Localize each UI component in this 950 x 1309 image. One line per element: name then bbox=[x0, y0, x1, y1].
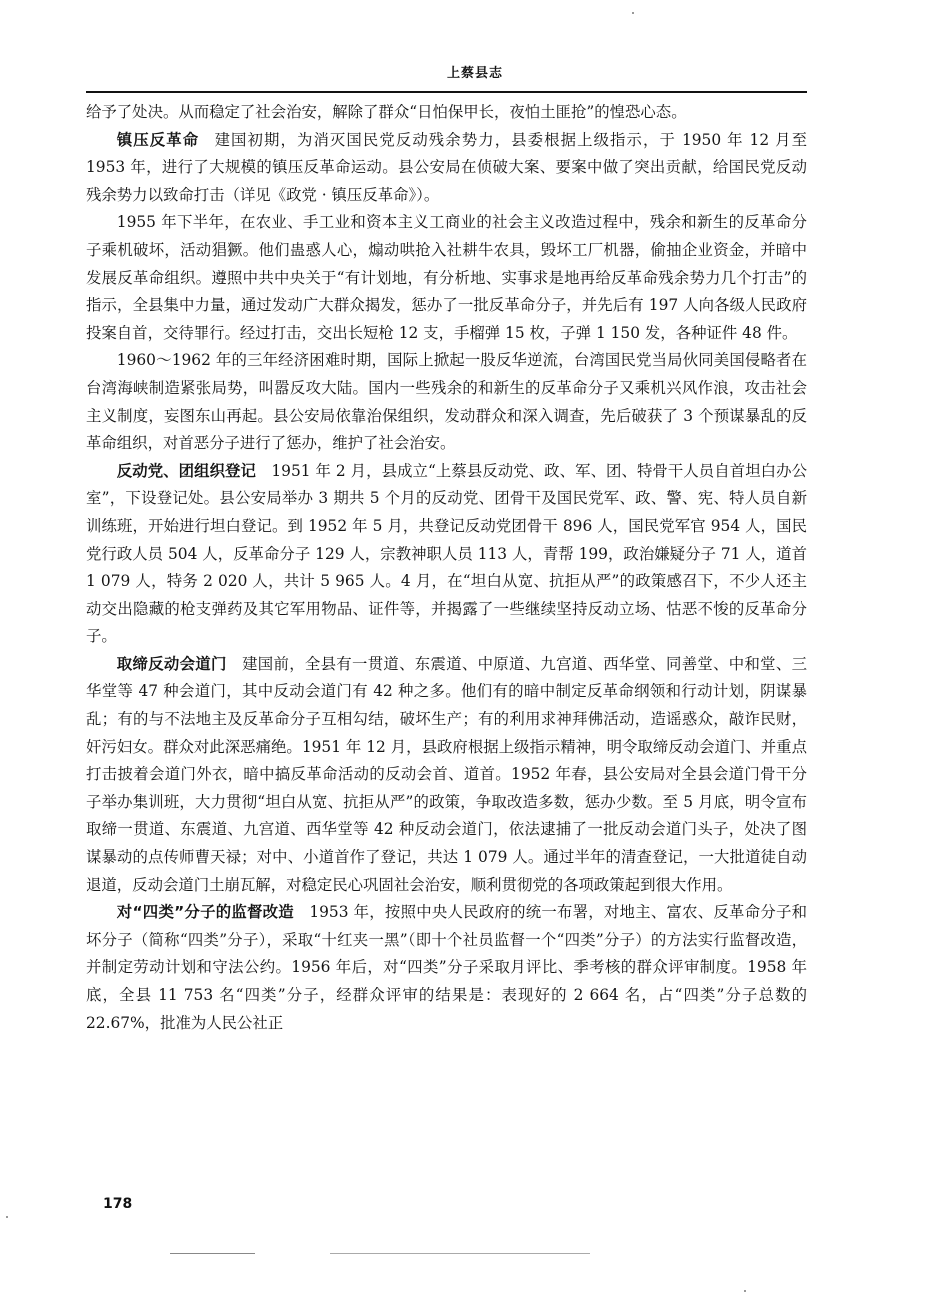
paragraph-1 bbox=[86, 99, 807, 127]
paragraph-text: 建国初期，为消灭国民党反动残余势力，县委根据上级指示，于 1950 年 12 月至 1953 年，进行了大规模的镇压反革命运动。县公安局在侦破大案、要案中做了突出贡献，给国民党反动残余势力以致命打击（详见《政党 · 镇压反革命》）。 bbox=[86, 130, 807, 204]
body-text bbox=[86, 99, 807, 1037]
header-rule bbox=[86, 91, 807, 93]
paragraph-5 bbox=[86, 458, 807, 651]
paragraph-6 bbox=[86, 651, 807, 899]
paragraph-text: 1953 年，按照中央人民政府的统一布署，对地主、富农、反革命分子和坏分子（简称“四类”分子），采取“十红夹一黑”（即十个社员监督一个“四类”分子）的方法实行监督改造，并制定劳动计划和守法公约。1956 年后，对“四类”分子采取月评比、季考核的群众评审制度。1958 年底，全县 11 753 名“四类”分子，经群众评审的结果是：表现好的 2 664 名，占“四类”分子总数的 22.67%，批准为人民公社正 bbox=[86, 903, 808, 1032]
section-heading: 对“四类”分子的监督改造 bbox=[116, 903, 294, 922]
scan-artifact bbox=[744, 1290, 746, 1292]
paragraph-2 bbox=[86, 127, 807, 210]
scan-artifact bbox=[632, 12, 634, 14]
scan-artifact bbox=[330, 1253, 590, 1254]
paragraph-text: 1960～1962 年的三年经济困难时期，国际上掀起一股反华逆流，台湾国民党当局伙同美国侵略者在台湾海峡制造紧张局势，叫嚣反攻大陆。国内一些残余的和新生的反革命分子又乘机兴风作浪，攻击社会主义制度，妄图东山再起。县公安局依靠治保组织，发动群众和深入调查，先后破获了 3 个预谋暴乱的反革命组织，对首恶分子进行了惩办，维护了社会治安。 bbox=[86, 351, 807, 453]
paragraph-text: 1951 年 2 月，县成立“上蔡县反动党、政、军、团、特骨干人员自首坦白办公室”，下设登记处。县公安局举办 3 期共 5 个月的反动党、团骨干及国民党军、政、警、宪、特人员自新训练班，开始进行坦白登记。到 1952 年 5 月，共登记反动党团骨干 896 人，国民党军官 954 人，国民党行政人员 504 人，反革命分子 129 人，宗教神职人员 113 人，青帮 199，政治嫌疑分子 71 人，道首 1 079 人，特务 2 020 人，共计 5 965 人。4 月，在“坦白从宽、抗拒从严”的政策感召下，不少人还主动交出隐藏的枪支弹药及其它军用物品、证件等，并揭露了一些继续坚持反动立场、怙恶不悛的反革命分子。 bbox=[86, 461, 807, 646]
paragraph-3 bbox=[86, 209, 807, 347]
running-header: 上蔡县志 bbox=[446, 66, 503, 81]
paragraph-7 bbox=[86, 899, 807, 1037]
paragraph-text: 建国前，全县有一贯道、东震道、中原道、九宫道、西华堂、同善堂、中和堂、三华堂等 47 种会道门，其中反动会道门有 42 种之多。他们有的暗中制定反革命纲领和行动计划，阴谋暴乱；有的与不法地主及反革命分子互相勾结，破坏生产；有的利用求神拜佛活动，造谣惑众，敲诈民财，奸污妇女。群众对此深恶痛绝。1951 年 12 月，县政府根据上级指示精神，明令取缔反动会道门、并重点打击披着会道门外衣，暗中搞反革命活动的反动会首、道首。1952 年春，县公安局对全县会道门骨干分子举办集训班，大力贯彻“坦白从宽、抗拒从严”的政策，争取改造多数，惩办少数。至 5 月底，明令宣布取缔一贯道、东震道、九宫道、西华堂等 42 种反动会道门，依法逮捕了一批反动会道门头子，处决了图谋暴动的点传师曹天禄；对中、小道首作了登记，共达 1 079 人。通过半年的清查登记，一大批道徒自动退道，反动会道门土崩瓦解，对稳定民心巩固社会治安，顺利贯彻党的各项政策起到很大作用。 bbox=[86, 654, 807, 894]
section-heading: 镇压反革命 bbox=[116, 130, 200, 149]
paragraph-4 bbox=[86, 347, 807, 457]
section-heading: 取缔反动会道门 bbox=[116, 654, 227, 673]
scan-artifact bbox=[170, 1253, 255, 1254]
paragraph-text: 1955 年下半年，在农业、手工业和资本主义工商业的社会主义改造过程中，残余和新生的反革命分子乘机破坏，活动猖獗。他们蛊惑人心，煽动哄抢入社耕牛农具，毁坏工厂机器，偷抽企业资金，并暗中发展反革命组织。遵照中共中央关于“有计划地，有分析地、实事求是地再给反革命残余势力几个打击”的指示，全县集中力量，通过发动广大群众揭发，惩办了一批反革命分子，并先后有 197 人向各级人民政府投案自首，交待罪行。经过打击，交出长短枪 12 支，手榴弹 15 枚，子弹 1 150 发，各种证件 48 件。 bbox=[86, 213, 807, 342]
scan-artifact bbox=[6, 1216, 8, 1218]
page-number: 178 bbox=[103, 1196, 133, 1212]
paragraph-text: 给予了处决。从而稳定了社会治安，解除了群众“日怕保甲长，夜怕土匪抢”的惶恐心态。 bbox=[86, 103, 687, 121]
section-heading: 反动党、团组织登记 bbox=[116, 461, 256, 480]
